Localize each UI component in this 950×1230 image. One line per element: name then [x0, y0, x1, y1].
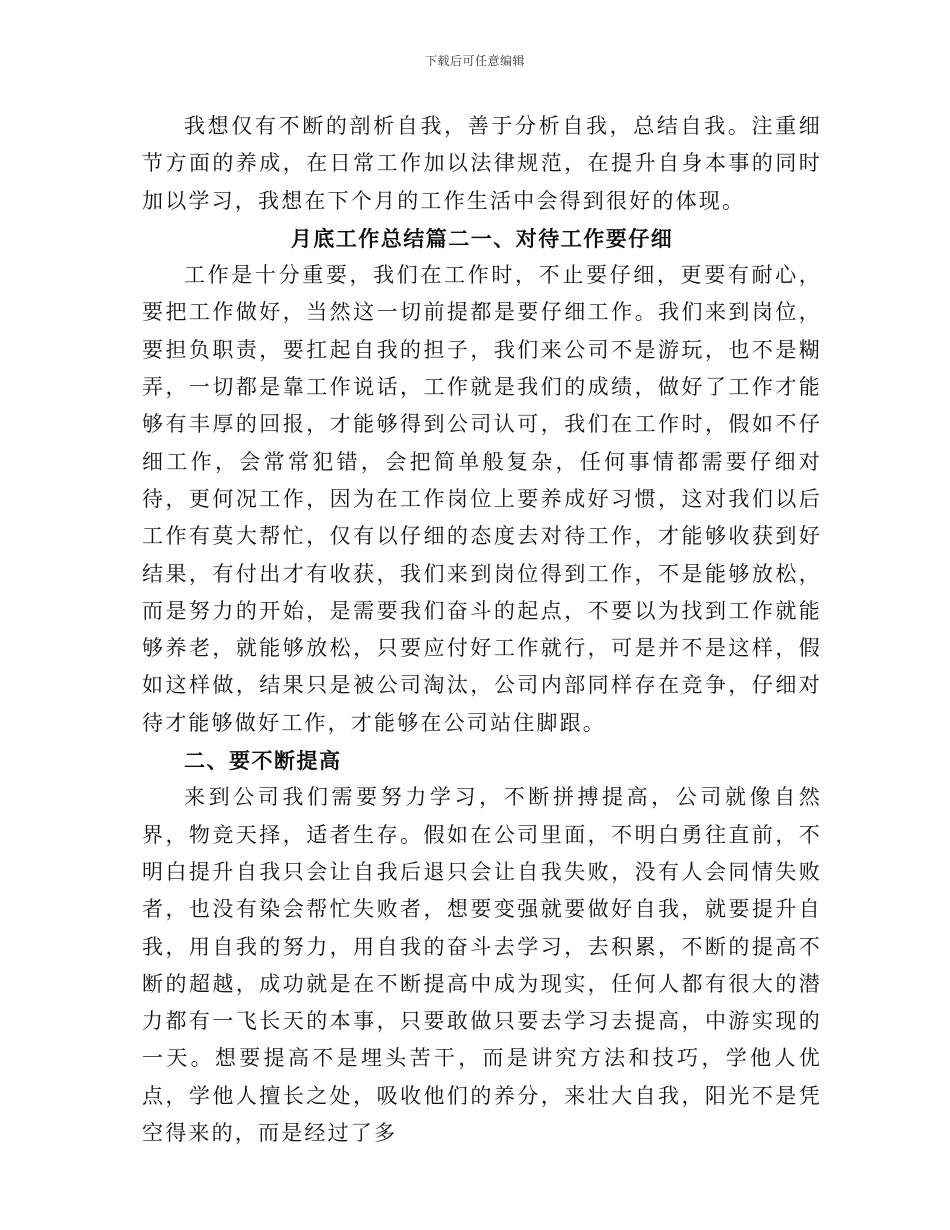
page-header: 下载后可任意编辑 [424, 54, 525, 68]
paragraph-intro: 我想仅有不断的剖析自我，善于分析自我，总结自我。注重细节方面的养成，在日常工作加以法律规范，在提升自身本事的同时加以学习，我想在下个月的工作生活中会得到很好的体现。 [142, 114, 822, 213]
paragraph-work-carefully: 工作是十分重要，我们在工作时，不止要仔细，更要有耐心，要把工作做好，当然这一切前提都是要仔细工作。我们来到岗位，要担负职责，要扛起自我的担子，我们来公司不是游玩，也不是糊弄，一切都是靠工作说话，工作就是我们的成绩，做好了工作才能够有丰厚的回报，才能够得到公司认可，我们在工作时，假如不仔细工作，会常常犯错，会把简单般复杂，任何事情都需要仔细对待，更何况工作，因为在工作岗位上要养成好习惯，这对我们以后工作有莫大帮忙，仅有以仔细的态度去对待工作，才能够收获到好结果，有付出才有收获，我们来到岗位得到工作，不是能够放松，而是努力的开始，是需要我们奋斗的起点，不要以为找到工作就能够养老，就能够放松，只要应付好工作就行，可是并不是这样，假如这样做，结果只是被公司淘汰，公司内部同样存在竞争，仔细对待才能够做好工作，才能够在公司站住脚跟。 [142, 263, 822, 735]
document-body [142, 108, 822, 1152]
paragraph-improve: 来到公司我们需要努力学习，不断拼搏提高，公司就像自然界，物竞天择，适者生存。假如在公司里面，不明白勇往直前，不明白提升自我只会让自我后退只会让自我失败，没有人会同情失败者，也没有染会帮忙失败者，想要变强就要做好自我，就要提升自我，用自我的努力，用自我的奋斗去学习，去积累，不断的提高不断的超越，成功就是在不断提高中成为现实，任何人都有很大的潜力都有一飞长天的本事，只要敢做只要去学习去提高，中游实现的一天。想要提高不是埋头苦干，而是讲究方法和技巧，学他人优点，学他人擅长之处，吸收他们的养分，来壮大自我，阳光不是凭空得来的，而是经过了多 [142, 785, 822, 1146]
section-title: 月底工作总结篇二一、对待工作要仔细 [290, 225, 674, 251]
section-heading-improve: 二、要不断提高 [184, 748, 342, 774]
